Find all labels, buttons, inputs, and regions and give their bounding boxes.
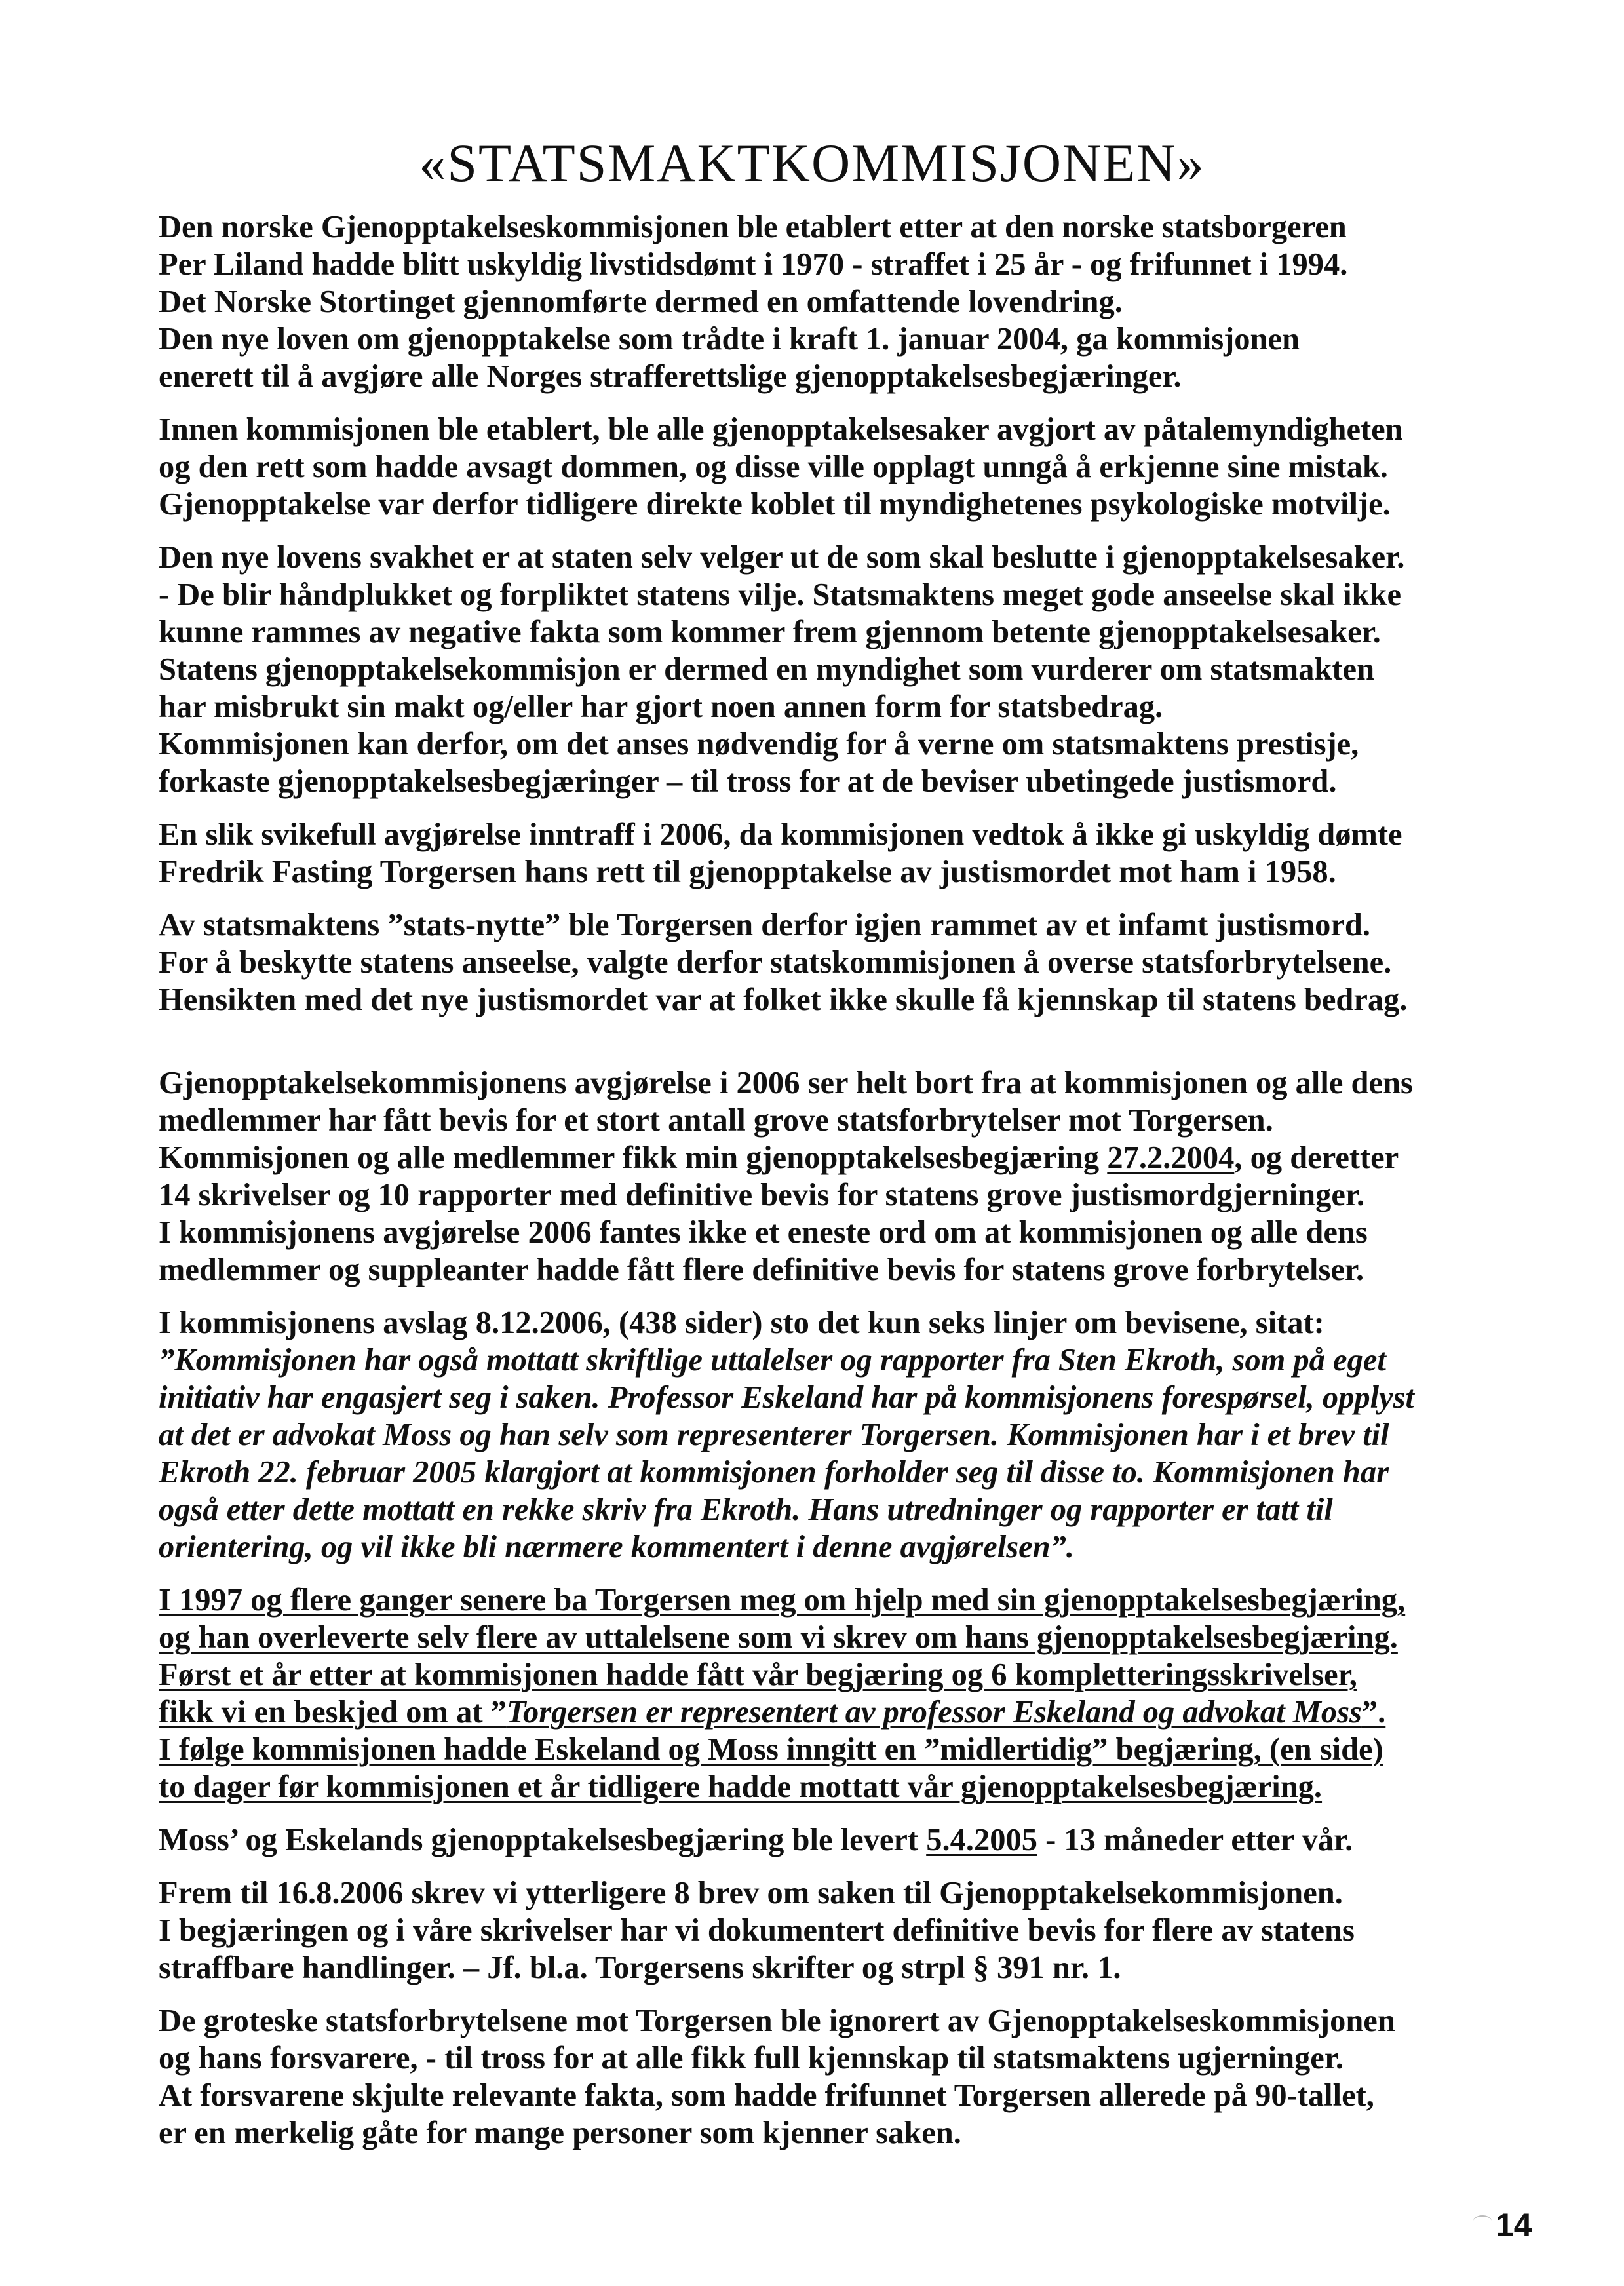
text-line: Innen kommisjonen ble etablert, ble alle gjenopptakelsesaker avgjort av påtalemyndigheten (159, 412, 1403, 447)
text-line (159, 1694, 1482, 1731)
underlined-date: 5.4.2005 (926, 1823, 1037, 1857)
text-line: Først et år etter at kommisjonen hadde fått vår begjæring og 6 kompletteringsskrivelser, (159, 1657, 1357, 1692)
page-number: 14 (1496, 2207, 1532, 2243)
text-line: De groteske statsforbrytelsene mot Torgersen ble ignorert av Gjenopptakelseskommisjonen (159, 2004, 1395, 2038)
page-title: «STATSMAKTKOMMISJONEN» (419, 133, 1205, 193)
text-segment: Kommisjonen og alle medlemmer fikk min gjenopptakelsesbegjæring (159, 1140, 1108, 1175)
text-line: At forsvarene skjulte relevante fakta, som hadde frifunnet Torgersen allerede på 90-tallet, (159, 2078, 1374, 2113)
text-line: og han overleverte selv flere av uttalelsene som vi skrev om hans gjenopptakelsesbegjæring. (159, 1620, 1398, 1655)
text-line: En slik svikefull avgjørelse inntraff i 2006, da kommisjonen vedtok å ikke gi uskyldig dømte (159, 817, 1402, 852)
text-line: I 1997 og flere ganger senere ba Torgersen meg om hjelp med sin gjenopptakelsesbegjæring, (159, 1583, 1406, 1618)
text-line: straffbare handlinger. – Jf. bl.a. Torgersens skrifter og strpl § 391 nr. 1. (159, 1950, 1121, 1985)
quote-line: at det er advokat Moss og han selv som representerer Torgersen. Kommisjonen har i et brev til (159, 1418, 1389, 1452)
document-body (159, 208, 1482, 2167)
text-line: enerett til å avgjøre alle Norges strafferettslige gjenopptakelsesbegjæringer. (159, 359, 1182, 394)
quote-line: initiativ har engasjert seg i saken. Professor Eskeland har på kommisjonens forespørsel, opplyst (159, 1380, 1414, 1415)
text-line: Den nye loven om gjenopptakelse som trådte i kraft 1. januar 2004, ga kommisjonen (159, 322, 1300, 357)
paragraph-1 (159, 208, 1482, 395)
quote-line: ”Kommisjonen har også mottatt skriftlige uttalelser og rapporter fra Sten Ekroth, som på eget (159, 1343, 1386, 1378)
text-line: Statens gjenopptakelsekommisjon er dermed en myndighet som vurderer om statsmakten (159, 652, 1375, 687)
text-line: I følge kommisjonen hadde Eskeland og Moss inngitt en ”midlertidig” begjæring, (en side) (159, 1732, 1383, 1767)
text-line: har misbrukt sin makt og/eller har gjort noen annen form for statsbedrag. (159, 689, 1163, 724)
text-line (159, 1139, 1482, 1176)
text-segment: , og deretter (1234, 1140, 1399, 1175)
text-line: er en merkelig gåte for mange personer som kjenner saken. (159, 2116, 961, 2150)
text-line: I kommisjonens avgjørelse 2006 fantes ikke et eneste ord om at kommisjonen og alle dens (159, 1215, 1368, 1250)
text-line: Fredrik Fasting Torgersen hans rett til gjenopptakelse av justismordet mot ham i 1958. (159, 855, 1336, 889)
text-line: 14 skrivelser og 10 rapporter med definitive bevis for statens grove justismordgjerninger. (159, 1178, 1365, 1212)
paragraph-3 (159, 539, 1482, 800)
text-segment: ”. (1361, 1695, 1386, 1730)
text-line: Det Norske Stortinget gjennomførte dermed en omfattende lovendring. (159, 284, 1123, 319)
text-line: medlemmer og suppleanter hadde fått flere definitive bevis for statens grove forbrytelser. (159, 1252, 1364, 1287)
text-line: I begjæringen og i våre skrivelser har vi dokumentert definitive bevis for flere av statens (159, 1913, 1355, 1948)
text-line: Kommisjonen kan derfor, om det anses nødvendig for å verne om statsmaktens prestisje, (159, 727, 1359, 762)
paragraph-9 (159, 1821, 1482, 1859)
text-line: Den nye lovens svakhet er at staten selv velger ut de som skal beslutte i gjenopptakelsesaker. (159, 540, 1405, 575)
quote-line: også etter dette mottatt en rekke skriv fra Ekroth. Hans utredninger og rapporter er tatt til (159, 1492, 1333, 1527)
paragraph-5 (159, 906, 1482, 1018)
paragraph-2 (159, 411, 1482, 523)
text-segment: Moss’ og Eskelands gjenopptakelsesbegjæring ble levert (159, 1823, 927, 1857)
italic-segment: Torgersen er representert av professor Eskeland og advokat Moss (506, 1695, 1362, 1730)
underlined-date: 27.2.2004 (1107, 1140, 1235, 1175)
text-line: Av statsmaktens ”stats-nytte” ble Torgersen derfor igjen rammet av et infamt justismord. (159, 908, 1371, 942)
paragraph-10 (159, 1874, 1482, 1986)
text-line: Den norske Gjenopptakelseskommisjonen ble etablert etter at den norske statsborgeren (159, 210, 1347, 244)
paragraph-7-quote (159, 1304, 1482, 1566)
text-line: to dager før kommisjonen et år tidligere hadde mottatt vår gjenopptakelsesbegjæring. (159, 1770, 1323, 1804)
paragraph-8-underlined (159, 1581, 1482, 1806)
text-line: kunne rammes av negative fakta som kommer frem gjennom betente gjenopptakelsesaker. (159, 615, 1381, 649)
paragraph-6 (159, 1064, 1482, 1288)
quote-line: Ekroth 22. februar 2005 klargjort at kommisjonen forholder seg til disse to. Kommisjonen har (159, 1455, 1389, 1490)
text-segment: fikk vi en beskjed om at ” (159, 1695, 507, 1730)
text-line: Gjenopptakelsekommisjonens avgjørelse i 2006 ser helt bort fra at kommisjonen og alle dens (159, 1066, 1413, 1100)
text-line: medlemmer har fått bevis for et stort antall grove statsforbrytelser mot Torgersen. (159, 1103, 1273, 1138)
text-line: og hans forsvarere, - til tross for at alle fikk full kjennskap til statsmaktens ugjerninger. (159, 2041, 1344, 2076)
text-line: Hensikten med det nye justismordet var at folket ikke skulle få kjennskap til statens bedrag. (159, 982, 1408, 1017)
text-line: og den rett som hadde avsagt dommen, og disse ville opplagt unngå å erkjenne sine mistak. (159, 450, 1388, 484)
text-line: forkaste gjenopptakelsesbegjæringer – til tross for at de beviser ubetingede justismord. (159, 764, 1337, 799)
text-line: Gjenopptakelse var derfor tidligere direkte koblet til myndighetenes psykologiske motvilje. (159, 487, 1391, 522)
page-number-mark (1473, 2215, 1492, 2227)
paragraph-4 (159, 816, 1482, 891)
text-line: I kommisjonens avslag 8.12.2006, (438 sider) sto det kun seks linjer om bevisene, sitat: (159, 1306, 1324, 1340)
quote-line: orientering, og vil ikke bli nærmere kommentert i denne avgjørelsen”. (159, 1530, 1075, 1564)
text-line: For å beskytte statens anseelse, valgte derfor statskommisjonen å overse statsforbrytelsene. (159, 945, 1392, 980)
text-line: Frem til 16.8.2006 skrev vi ytterligere 8 brev om saken til Gjenopptakelsekommisjonen. (159, 1876, 1343, 1910)
text-line (159, 1821, 1482, 1859)
text-segment: - 13 måneder etter vår. (1037, 1823, 1353, 1857)
paragraph-11 (159, 2002, 1482, 2152)
text-line: - De blir håndplukket og forpliktet statens vilje. Statsmaktens meget gode anseelse skal ikke (159, 577, 1402, 612)
text-line: Per Liland hadde blitt uskyldig livstidsdømt i 1970 - straffet i 25 år - og frifunnet i 1994. (159, 247, 1348, 282)
